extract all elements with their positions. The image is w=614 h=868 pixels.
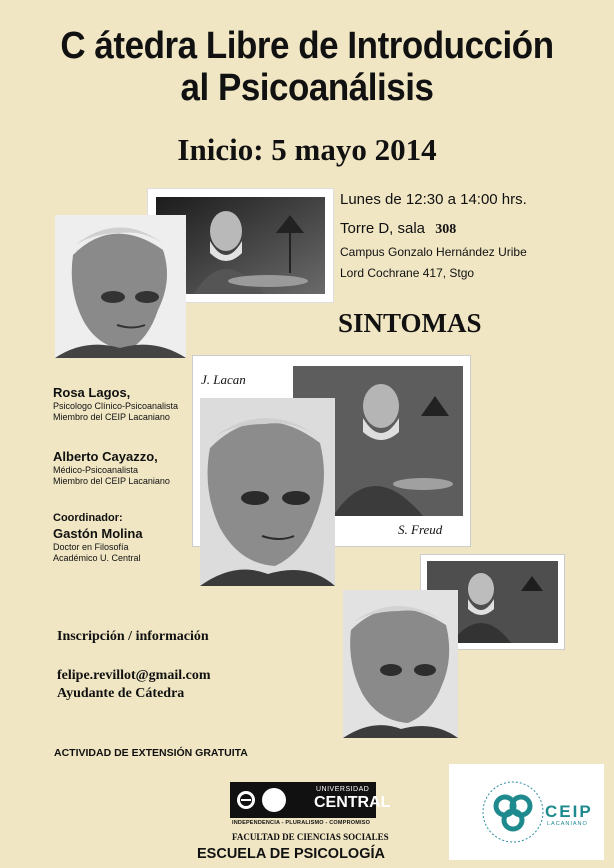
speaker-2-org: Miembro del CEIP Lacaniano <box>53 476 170 486</box>
faculty-name: FACULTAD DE CIENCIAS SOCIALES <box>232 832 389 842</box>
ceip-name: CEIP <box>545 802 593 821</box>
ceip-sub: LACANIANO <box>547 821 588 827</box>
coordinator-label: Coordinador: <box>53 512 123 524</box>
speaker-2-name: Alberto Cayazzo, <box>53 449 158 464</box>
schedule-time: Lunes de 12:30 a 14:00 hrs. <box>340 191 527 208</box>
universidad-central-logo <box>230 782 391 818</box>
ceip-logo <box>449 764 604 860</box>
speaker-1-org: Miembro del CEIP Lacaniano <box>53 412 170 422</box>
coordinator-line-2: Académico U. Central <box>53 553 141 563</box>
university-sphere-icon <box>262 788 286 812</box>
caption-lacan: J. Lacan <box>201 372 246 387</box>
contact-role: Ayudante de Cátedra <box>57 686 185 701</box>
speaker-2-role: Médico-Psicoanalista <box>53 465 139 475</box>
schedule-room <box>340 220 456 238</box>
speaker-1-role: Psicologo Clínico-Psicoanalista <box>53 401 179 411</box>
free-activity-note: ACTIVIDAD DE EXTENSIÓN GRATUITA <box>54 747 248 759</box>
caption-freud: S. Freud <box>398 522 443 537</box>
speaker-2 <box>53 449 203 487</box>
start-date: Inicio: 5 mayo 2014 <box>177 132 437 167</box>
coordinator <box>53 510 203 564</box>
coordinator-name: Gastón Molina <box>53 526 143 541</box>
contact-email[interactable]: felipe.revillot@gmail.com <box>57 668 211 683</box>
speaker-1-name: Rosa Lagos, <box>53 385 131 400</box>
ceip-emblem-icon <box>479 778 547 846</box>
school-name: ESCUELA DE PSICOLOGÍA <box>197 846 385 862</box>
lacan-photo-center <box>200 398 335 586</box>
lacan-photo-bottom <box>343 590 458 738</box>
contact-heading: Inscripción / información <box>57 629 209 644</box>
schedule-campus: Campus Gonzalo Hernández Uribe <box>340 245 527 259</box>
speaker-1 <box>53 385 203 423</box>
university-crest-icon <box>236 790 256 810</box>
coordinator-line-1: Doctor en Filosofía <box>53 542 129 552</box>
schedule-address: Lord Cochrane 417, Stgo <box>340 266 475 280</box>
topic-title: SINTOMAS <box>338 308 482 338</box>
room-number: 308 <box>435 222 457 237</box>
poster-title-line-1: C átedra Libre de Introducción <box>60 25 554 67</box>
university-top: UNIVERSIDAD <box>316 786 370 793</box>
university-name: CENTRAL <box>314 794 391 811</box>
university-motto: INDEPENDENCIA - PLURALISMO - COMPROMISO <box>232 820 371 826</box>
poster-title-line-2: al Psicoanálisis <box>180 67 434 109</box>
room-prefix: Torre D, sala <box>340 220 426 237</box>
lacan-photo-left <box>55 215 186 358</box>
